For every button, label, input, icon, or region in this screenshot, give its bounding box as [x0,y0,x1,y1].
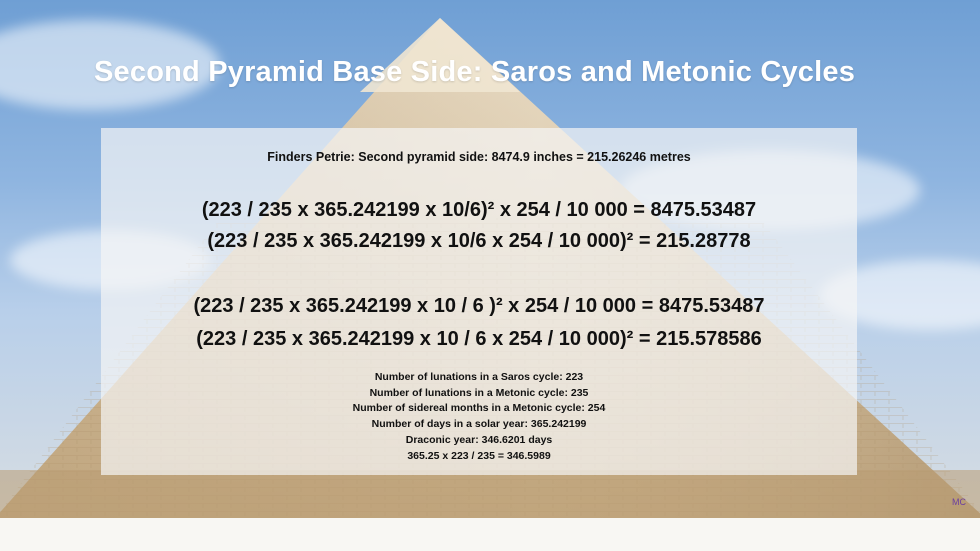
content-panel [101,128,857,475]
author-signature: MC [952,497,966,507]
petrie-measurement: Finders Petrie: Second pyramid side: 8474.9 inches = 215.26246 metres [267,150,691,164]
fact-draconic-year: Draconic year: 346.6201 days [405,433,553,446]
fact-metonic-lunations: Number of lunations in a Metonic cycle: 235 [369,386,589,399]
footer-strip [0,518,980,551]
slide-title: Second Pyramid Base Side: Saros and Metonic Cycles [94,56,856,88]
equation-1: (223 / 235 x 365.242199 x 10/6)² x 254 / 10 000 = 8475.53487 [201,199,757,221]
fact-saros: Number of lunations in a Saros cycle: 223 [374,371,584,383]
fact-solar-year: Number of days in a solar year: 365.242199 [371,418,587,431]
equation-3: (223 / 235 x 365.242199 x 10 / 6 )² x 254 / 10 000 = 8475.53487 [193,295,765,317]
fact-sidereal-months: Number of sidereal months in a Metonic cycle: 254 [352,402,606,415]
fact-calculation: 365.25 x 223 / 235 = 346.5989 [407,449,551,462]
equation-2: (223 / 235 x 365.242199 x 10/6 x 254 / 10 000)² = 215.28778 [207,230,751,252]
equation-4: (223 / 235 x 365.242199 x 10 / 6 x 254 / 10 000)² = 215.578586 [196,328,762,350]
cycle-facts-list [101,370,857,464]
